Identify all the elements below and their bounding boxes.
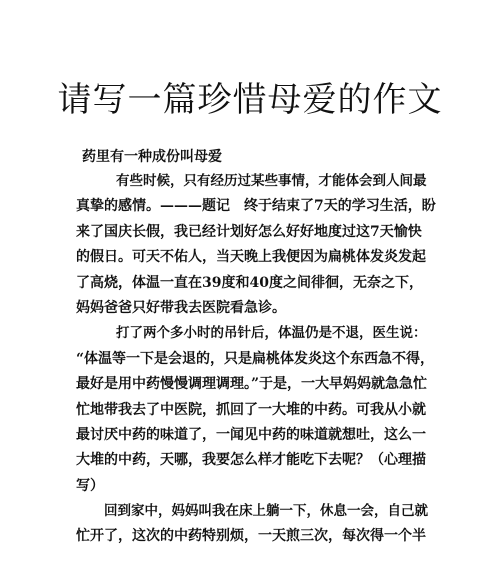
text-line: 来了国庆长假，我已经计划好怎么好好地度过这7天愉快	[76, 223, 422, 240]
text-line: 回到家中，妈妈叫我在床上躺一下，休息一会，自己就	[104, 503, 428, 520]
text-line: 忙开了，这次的中药特别烦，一天煎三次，每次得一个半	[76, 528, 426, 545]
text-line: 最好是用中药慢慢调理调理。”于是，一大早妈妈就急急忙	[76, 376, 428, 393]
text-line: “体温等一下是会退的，只是扁桃体发炎这个东西急不得，	[76, 350, 435, 367]
text-line: 大堆的中药，天哪，我要怎么样才能吃下去呢？（心理描	[76, 452, 426, 469]
document-body	[76, 169, 436, 550]
text-line: 妈妈爸爸只好带我去医院看急诊。	[76, 299, 286, 316]
text-line: 最讨厌中药的味道了，一闻见中药的味道就想吐，这么一	[76, 426, 426, 443]
text-line: 忙地带我去了中医院，抓回了一大堆的中药。可我从小就	[76, 401, 426, 418]
text-line: 有些时候，只有经历过某些事情，才能体会到人间最	[116, 173, 427, 189]
text-line: 真挚的感情。———题记 终于结束了7天的学习生活，盼	[76, 198, 436, 215]
document-subtitle: 药里有一种成份叫母爱	[82, 149, 222, 165]
text-line: 了高烧，体温一直在39度和40度之间徘徊，无奈之下，	[76, 274, 423, 291]
document-title: 请写一篇珍惜母爱的作文	[57, 80, 443, 120]
text-line: 打了两个多小时的吊针后，体温仍是不退，医生说：	[116, 325, 427, 342]
text-line: 的假日。可天不佑人，当天晚上我便因为扁桃体发炎发起	[76, 249, 426, 266]
text-line: 写）	[76, 477, 104, 494]
